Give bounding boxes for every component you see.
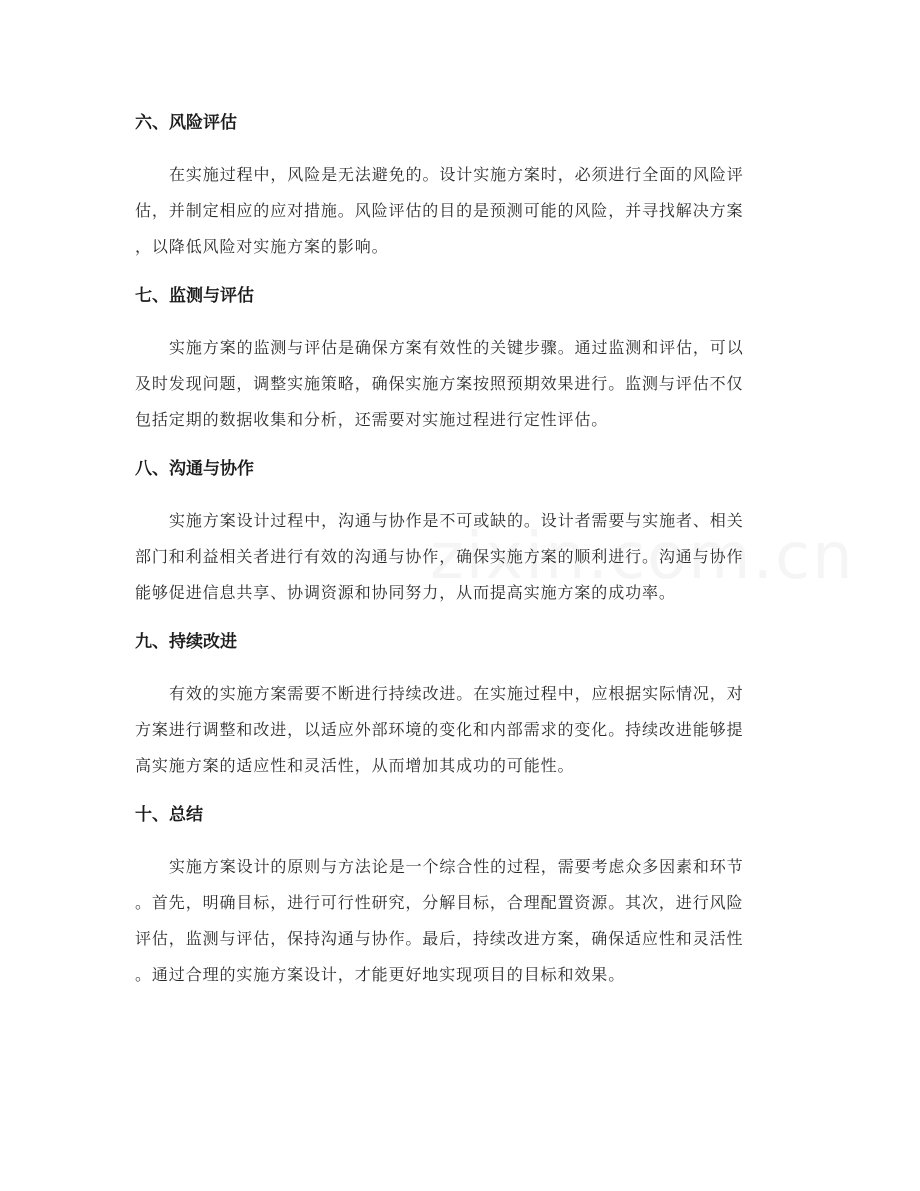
paragraph-line: 在实施过程中，风险是无法避免的。设计实施方案时，必须进行全面的风险评: [169, 165, 744, 184]
paragraph-line: 有效的实施方案需要不断进行持续改进。在实施过程中，应根据实际情况，对: [169, 684, 744, 703]
section-heading: 八、沟通与协作: [135, 459, 254, 479]
paragraph-line: 估，并制定相应的应对措施。风险评估的目的是预测可能的风险，并寻找解决方案: [135, 201, 744, 220]
section-heading: 九、持续改进: [135, 632, 237, 652]
paragraph-line: 实施方案设计过程中，沟通与协作是不可或缺的。设计者需要与实施者、相关: [169, 511, 744, 530]
paragraph-line: 。首先，明确目标，进行可行性研究，分解目标，合理配置资源。其次，进行风险: [135, 893, 744, 912]
paragraph-line: 能够促进信息共享、协调资源和协同努力，从而提高实施方案的成功率。: [135, 583, 676, 602]
paragraph-line: 包括定期的数据收集和分析，还需要对实施过程进行定性评估。: [135, 410, 609, 429]
paragraph-line: 及时发现问题，调整实施策略，确保实施方案按照预期效果进行。监测与评估不仅: [135, 374, 744, 393]
section-paragraph: [135, 163, 785, 271]
watermark: [430, 520, 855, 594]
section-paragraph: [135, 682, 785, 790]
paragraph-line: 实施方案设计的原则与方法论是一个综合性的过程，需要考虑众多因素和环节: [169, 857, 744, 876]
section-heading: 六、风险评估: [135, 113, 237, 133]
paragraph-line: 实施方案的监测与评估是确保方案有效性的关键步骤。通过监测和评估，可以: [169, 338, 744, 357]
paragraph-line: ，以降低风险对实施方案的影响。: [135, 237, 389, 256]
paragraph-line: 方案进行调整和改进，以适应外部环境的变化和内部需求的变化。持续改进能够提: [135, 720, 744, 739]
paragraph-line: 评估，监测与评估，保持沟通与协作。最后，持续改进方案，确保适应性和灵活性: [135, 929, 744, 948]
section-paragraph: [135, 336, 785, 444]
section-heading: 十、总结: [135, 805, 203, 825]
paragraph-line: 高实施方案的适应性和灵活性，从而增加其成功的可能性。: [135, 756, 575, 775]
paragraph-line: 。通过合理的实施方案设计，才能更好地实现项目的目标和效果。: [135, 965, 626, 984]
section-heading: 七、监测与评估: [135, 286, 254, 306]
section-paragraph: [135, 855, 785, 999]
paragraph-line: 部门和利益相关者进行有效的沟通与协作，确保实施方案的顺利进行。沟通与协作: [135, 547, 744, 566]
